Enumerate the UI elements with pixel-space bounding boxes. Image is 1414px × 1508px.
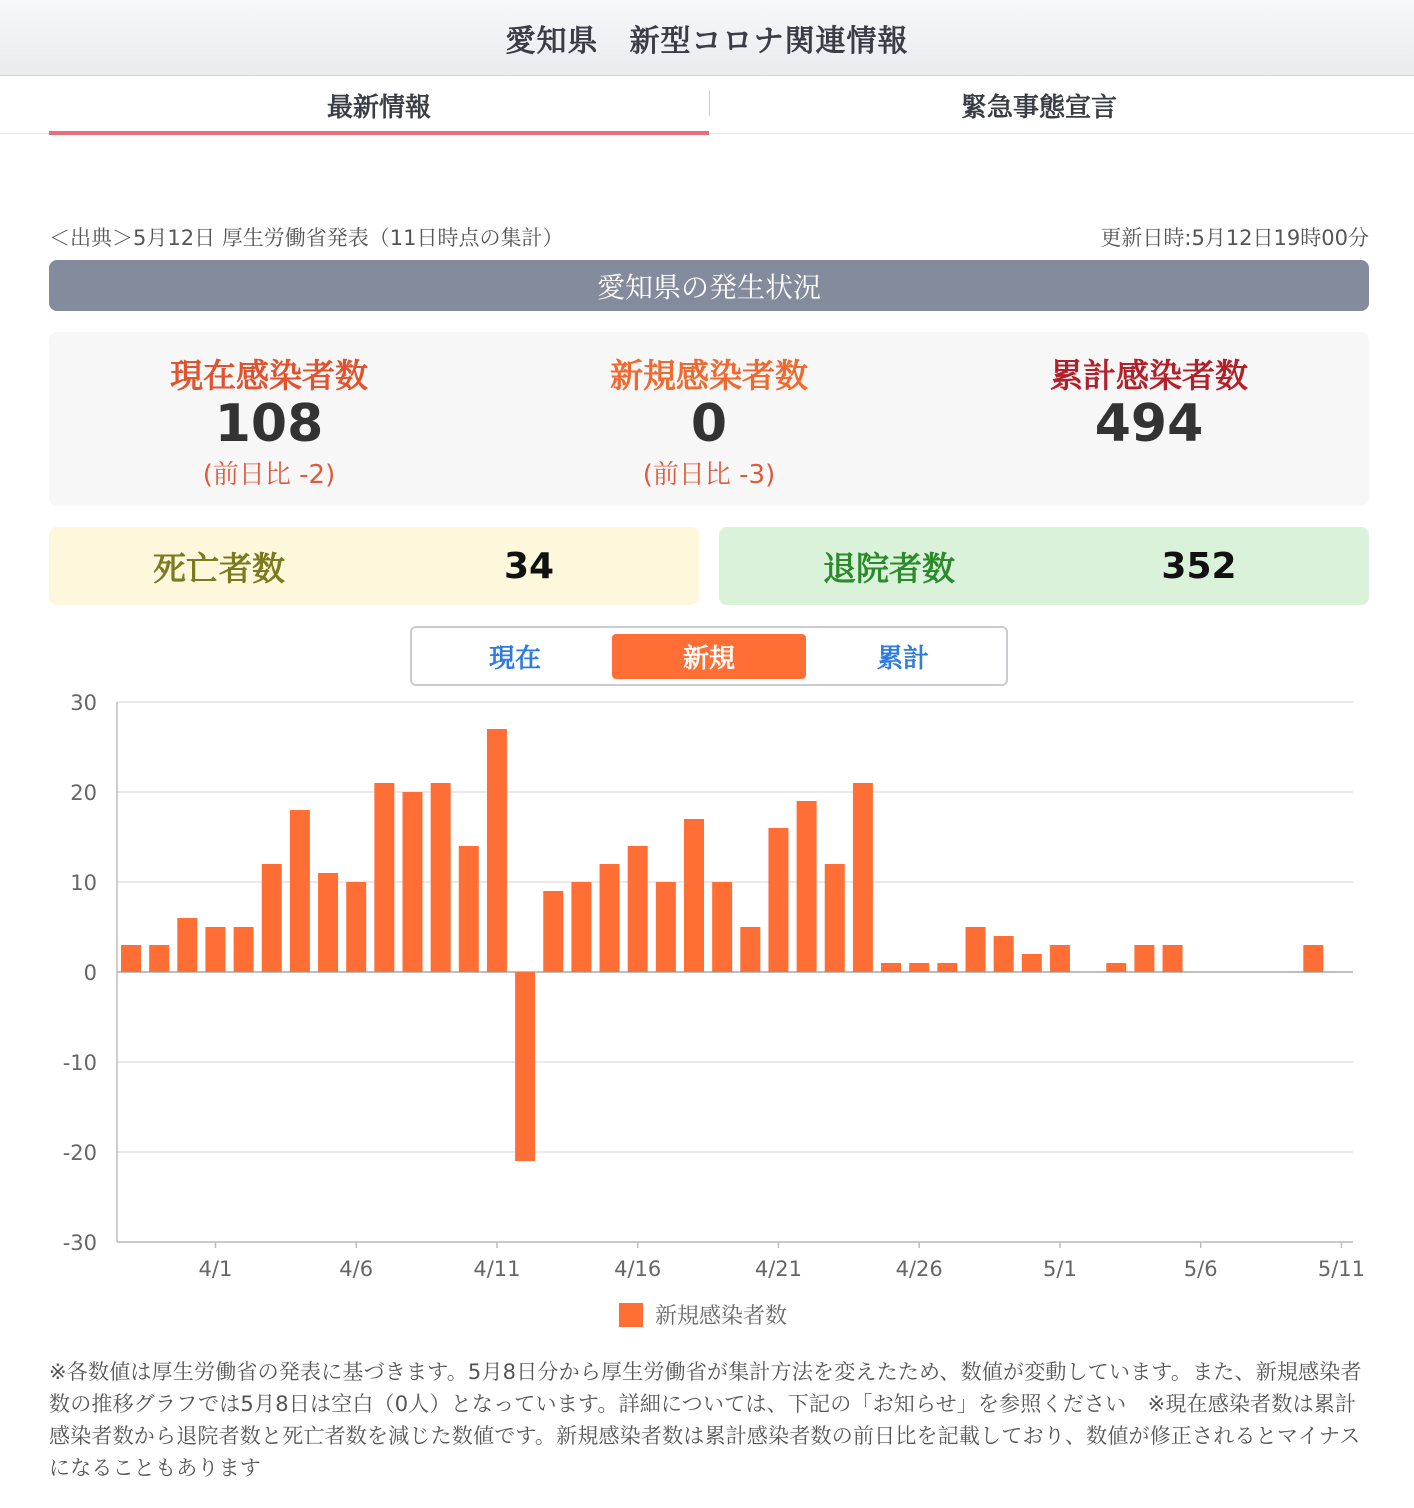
y-tick-label: -20 [62, 1141, 97, 1165]
bar [966, 927, 986, 972]
x-tick-label: 4/26 [895, 1257, 943, 1281]
bar [628, 846, 648, 972]
stat-current-diff: (前日比 -2) [202, 460, 336, 490]
bar [515, 972, 535, 1161]
bar [740, 927, 760, 972]
deaths-value: 34 [503, 545, 555, 587]
x-tick-label: 5/6 [1183, 1257, 1218, 1281]
bar [318, 873, 338, 972]
stat-current-value: 108 [214, 394, 324, 454]
bar [487, 729, 507, 972]
stat-current-infected [49, 332, 489, 506]
bar [290, 810, 310, 972]
bar [459, 846, 479, 972]
stat-new-label: 新規感染者数 [610, 356, 808, 395]
tab-emergency-declaration[interactable]: 緊急事態宣言 [960, 92, 1117, 123]
stat-total-label: 累計感染者数 [1050, 356, 1248, 395]
bar [403, 792, 423, 972]
page-title: 愛知県 新型コロナ関連情報 [505, 23, 909, 59]
stat-total-value: 494 [1094, 394, 1204, 454]
bar [656, 882, 676, 972]
bar [346, 882, 366, 972]
bar [149, 945, 169, 972]
bar [571, 882, 591, 972]
bar [768, 828, 788, 972]
new-cases-bar-chart [0, 690, 1414, 1340]
y-tick-label: 20 [70, 781, 97, 805]
x-tick-label: 5/1 [1043, 1257, 1077, 1281]
status-banner-title: 愛知県の発生状況 [596, 270, 821, 304]
bar [431, 783, 451, 972]
chart-mode-toggle [410, 626, 1008, 686]
bar [1134, 945, 1154, 972]
bar [262, 864, 282, 972]
bar [712, 882, 732, 972]
stat-total-infected [929, 332, 1369, 506]
bar [543, 891, 563, 972]
x-tick-label: 4/1 [198, 1257, 233, 1281]
bar [205, 927, 225, 972]
bar [1022, 954, 1042, 972]
stat-current-label: 現在感染者数 [170, 356, 368, 395]
bar [684, 819, 704, 972]
app-header [0, 0, 1414, 76]
discharged-value: 352 [1161, 545, 1237, 587]
y-tick-label: 10 [70, 871, 97, 895]
x-tick-label: 4/6 [339, 1257, 374, 1281]
bar [121, 945, 141, 972]
y-tick-label: 30 [70, 691, 97, 715]
bar [797, 801, 817, 972]
bar [177, 918, 197, 972]
x-tick-label: 4/16 [614, 1257, 662, 1281]
discharged-card [719, 527, 1369, 605]
bar [1303, 945, 1323, 972]
legend-label: 新規感染者数 [655, 1304, 788, 1329]
bar [600, 864, 620, 972]
x-tick-label: 5/11 [1317, 1257, 1366, 1281]
source-line [49, 222, 1369, 252]
x-tick-label: 4/21 [754, 1257, 803, 1281]
bar [374, 783, 394, 972]
x-tick-label: 4/11 [473, 1257, 521, 1281]
legend-swatch [619, 1303, 643, 1327]
stat-new-infected [489, 332, 929, 506]
source-text: ＜出典＞5月12日 厚生労働省発表（11日時点の集計） [49, 226, 564, 250]
bar [994, 936, 1014, 972]
bar [825, 864, 845, 972]
y-tick-label: -30 [62, 1231, 97, 1255]
stats-summary [49, 332, 1369, 506]
discharged-label: 退院者数 [823, 548, 955, 588]
y-tick-label: 0 [83, 961, 97, 985]
deaths-label: 死亡者数 [153, 548, 285, 588]
stat-new-diff: (前日比 -3) [642, 460, 776, 490]
bar [937, 963, 957, 972]
footnote: ※各数値は厚生労働省の発表に基づきます。5月8日分から厚生労働省が集計方法を変えたため、数値が変動しています。また、新規感染者数の推移グラフでは5月8日は空白（0人）となっています。詳細については、下記の「お知らせ」を参照ください ※現在感染者数は累計感染者数から退院者数と死亡者数を減じた数値です。新規感染者数は累計感染者数の前日比を記載しており、数値が修正されるとマイナスになることもあります [49, 1360, 1362, 1480]
bar [1050, 945, 1070, 972]
toggle-new-button[interactable]: 新規 [612, 634, 806, 679]
y-tick-label: -10 [62, 1051, 97, 1075]
bar [881, 963, 901, 972]
active-tab-indicator [49, 131, 709, 135]
toggle-total-button[interactable]: 累計 [876, 644, 929, 674]
bar [909, 963, 929, 972]
bar [1163, 945, 1183, 972]
bar [1106, 963, 1126, 972]
bar [234, 927, 254, 972]
deaths-card [49, 527, 699, 605]
tab-latest-info[interactable]: 最新情報 [326, 92, 431, 123]
status-banner [49, 260, 1369, 311]
bar [853, 783, 873, 972]
updated-timestamp: 更新日時:5月12日19時00分 [1100, 226, 1369, 250]
stat-new-value: 0 [690, 394, 728, 454]
tab-bar [0, 76, 1414, 134]
toggle-current-button[interactable]: 現在 [488, 644, 541, 674]
